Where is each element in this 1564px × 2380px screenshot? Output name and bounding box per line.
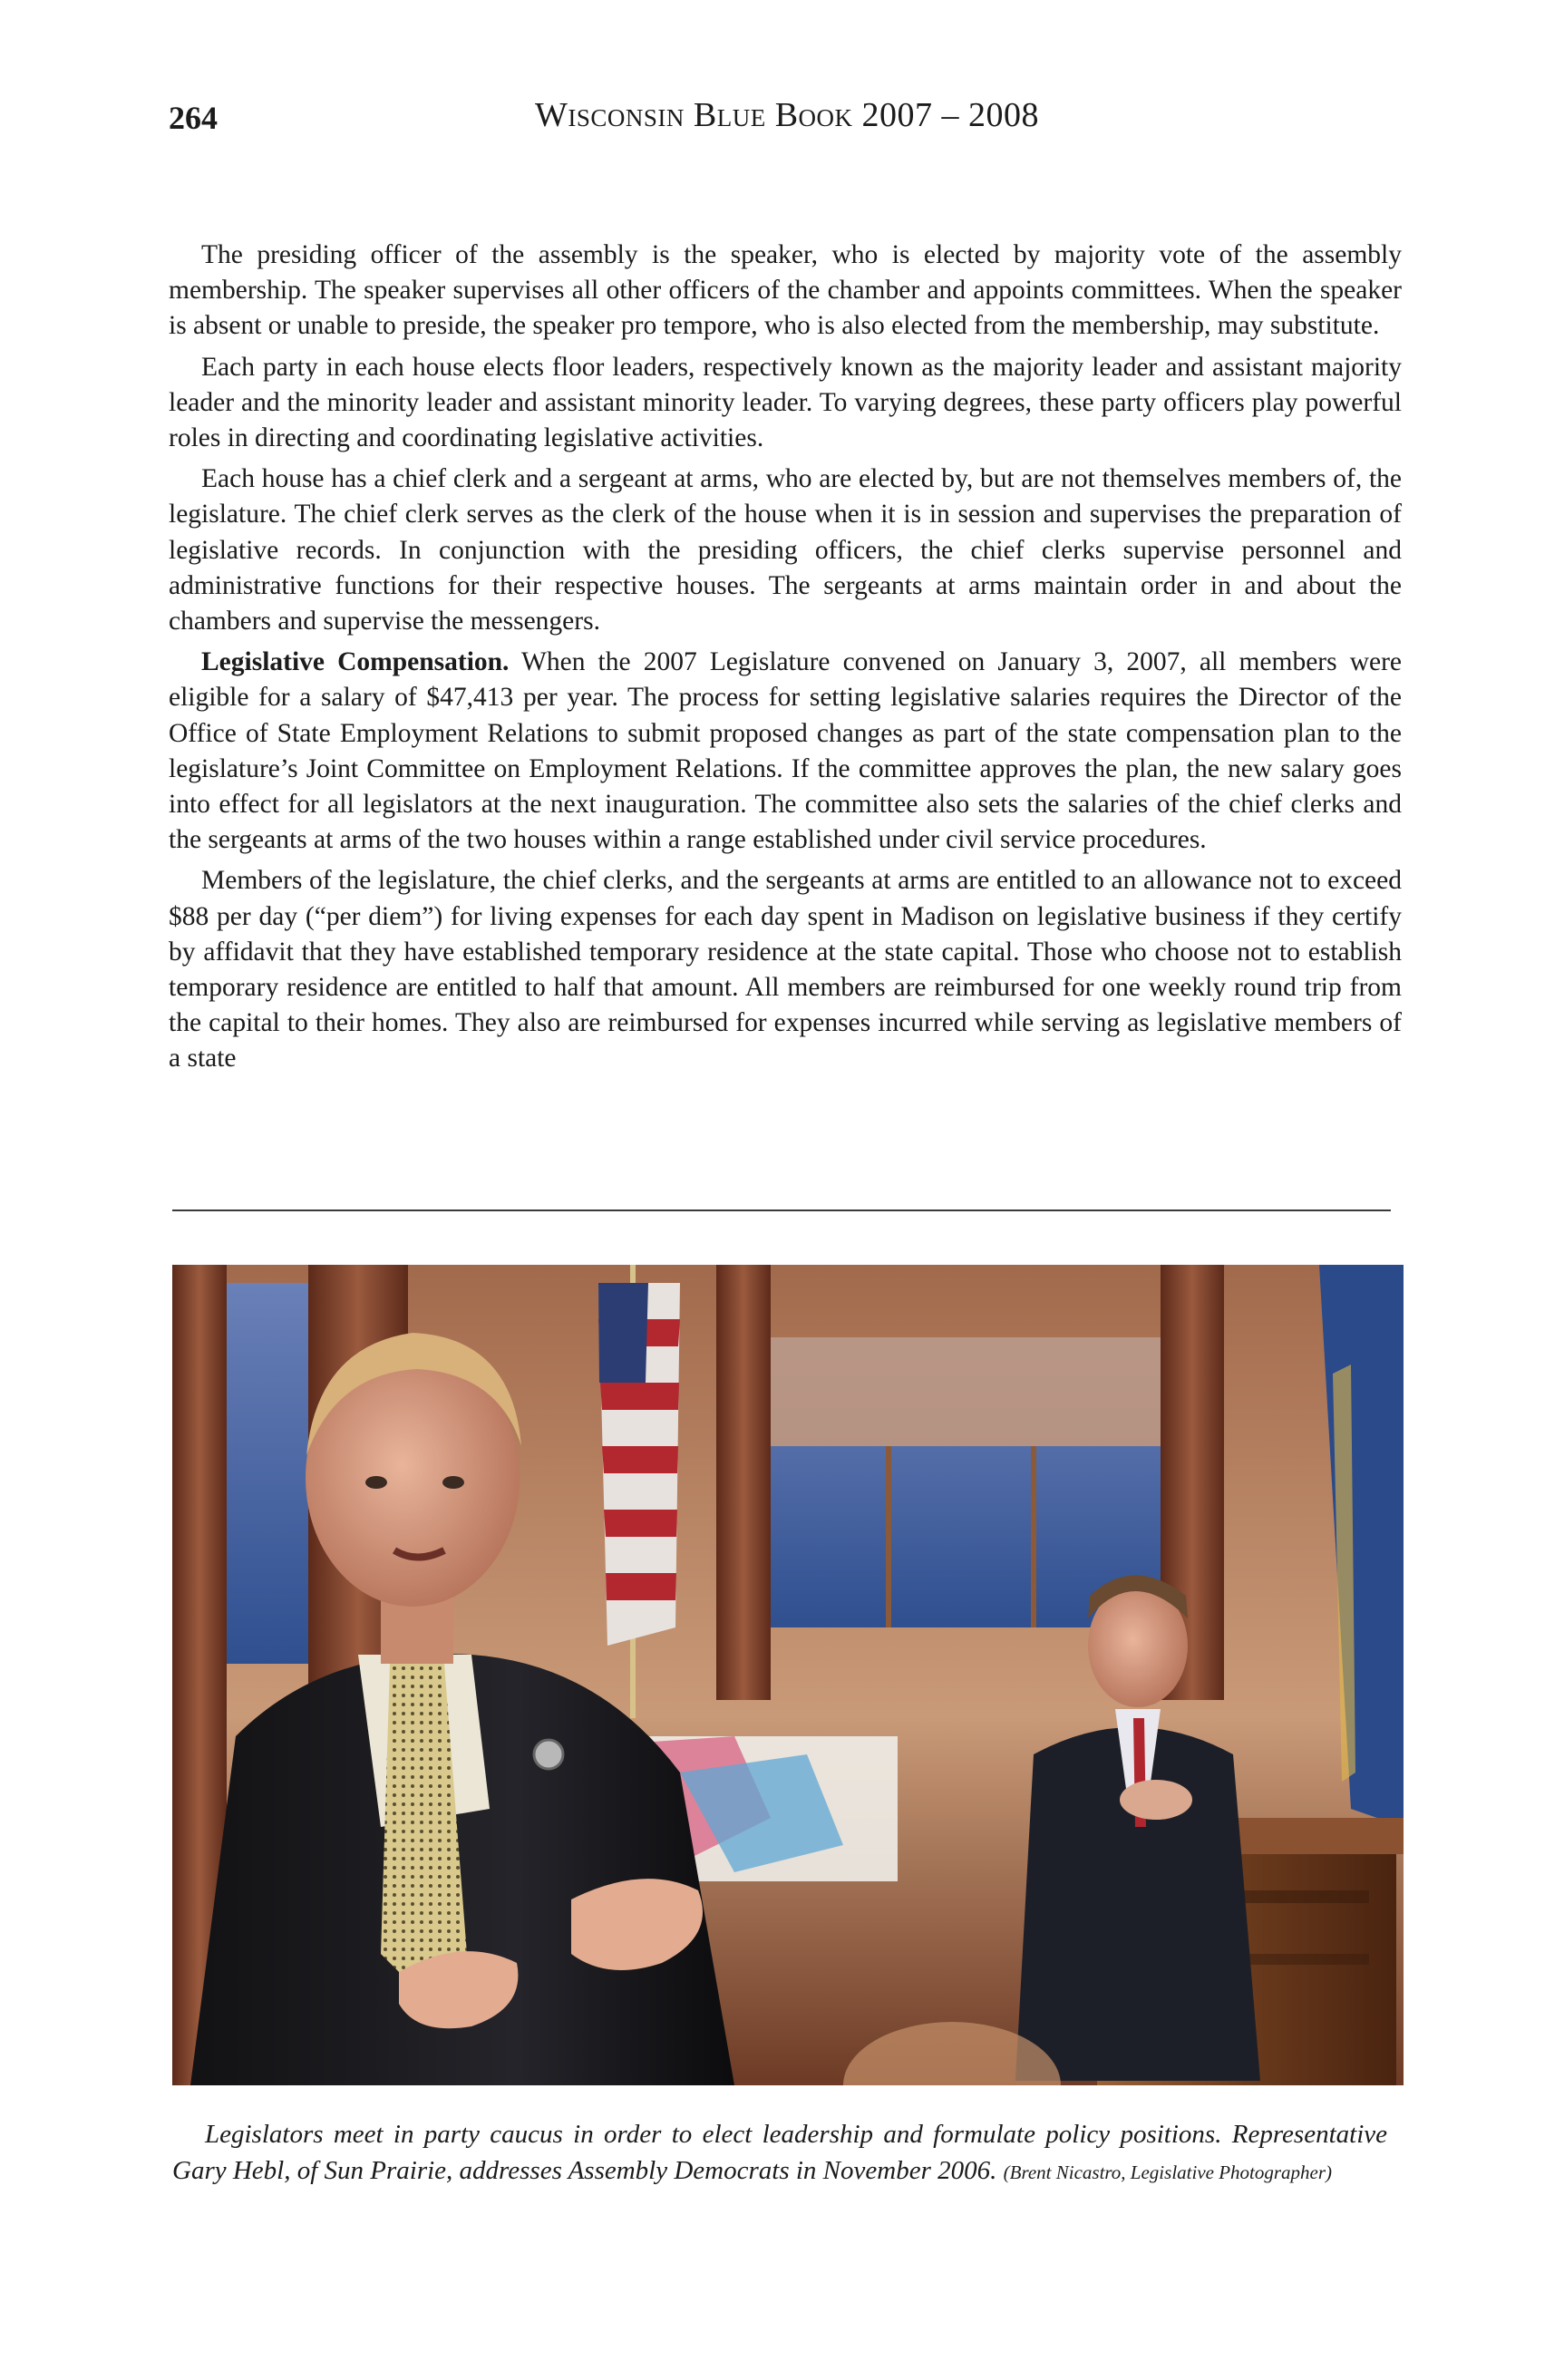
section-heading-compensation: Legislative Compensation. xyxy=(201,647,510,677)
page-number: 264 xyxy=(169,100,218,136)
paragraph-text: Each house has a chief clerk and a sergeant at arms, who are elected by, but are not themselves members of, the legislature. The chief clerk serves as the clerk of the house when it is in session and supervises the preparation of legislative records. In conjunction with the presiding officers, the chief clerks supervise personnel and administrative functions for their respective houses. The sergeants at arms maintain order in and about the chambers and supervise the messengers. xyxy=(169,464,1402,636)
paragraph-compensation xyxy=(169,645,1402,858)
running-head: Wisconsin Blue Book 2007 – 2008 xyxy=(535,96,1040,134)
paragraph-text: When the 2007 Legislature convened on January 3, 2007, all members were eligible for a salary of $47,413 per year. The process for setting legislative salaries requires the Director of the Office of State Employment Relations to submit proposed changes as part of the state compensation plan to the legislature’s Joint Committee on Employment Relations. If the committee approves the plan, the new salary goes into effect for all legislators at the next inauguration. The committee also sets the salaries of the chief clerks and the sergeants at arms of the two houses within a range established under civil service procedures. xyxy=(169,647,1403,855)
paragraph-chief-clerk xyxy=(169,461,1402,639)
caucus-photo xyxy=(172,1265,1404,2085)
paragraph-speaker xyxy=(169,238,1402,345)
paragraph-text: Each party in each house elects floor leaders, respectively known as the majority leader and assistant majority leader and the minority leader and assistant minority leader. To varying degrees, these party officers play powerful roles in directing and coordinating legislative activities. xyxy=(169,352,1402,453)
photo-caption xyxy=(172,2116,1387,2191)
paragraph-per-diem xyxy=(169,863,1402,1076)
photo-credit: (Brent Nicastro, Legislative Photographer) xyxy=(1003,2161,1333,2183)
paragraph-text: The presiding officer of the assembly is the speaker, who is elected by majority vote of the assembly membership. The speaker supervises all other officers of the chamber and appoints committees. When the speaker is absent or unable to preside, the speaker pro tempore, who is also elected from the membership, may substitute. xyxy=(169,240,1402,341)
caption-text: Legislators meet in party caucus in order to elect leadership and formulate policy positions. Representative Gary Hebl, of Sun Prairie, addresses Assembly Democrats in November 2006. xyxy=(172,2120,1387,2185)
body-text xyxy=(169,238,1402,1083)
paragraph-floor-leaders xyxy=(169,350,1402,457)
photo-us-flag xyxy=(598,1283,680,1646)
paragraph-text: Members of the legislature, the chief clerks, and the sergeants at arms are entitled to an allowance not to exceed $88 per day (“per diem”) for living expenses for each day spent in Madison on legislative business if they certify by affidavit that they have established temporary residence at the state capital. Those who choose not to establish temporary residence are entitled to half that amount. All members are reimbursed for one weekly round trip from the capital to their homes. They also are reimbursed for expenses incurred while serving as legislative members of a state xyxy=(169,866,1402,1073)
divider-rule xyxy=(172,1209,1391,1211)
